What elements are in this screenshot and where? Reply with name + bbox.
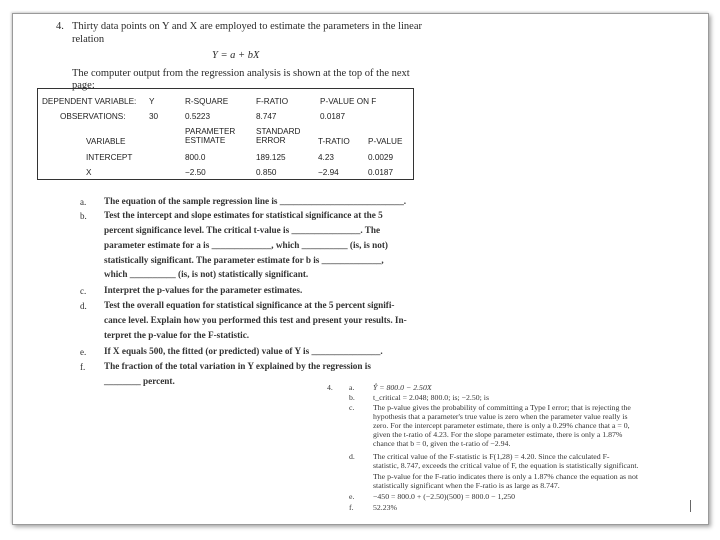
part-text: The equation of the sample regression line is ___________________________. <box>104 196 407 206</box>
answer-text: 52.23% <box>373 503 398 512</box>
answer-label: f. <box>349 503 354 512</box>
problem-intro-line1: Thirty data points on Y and X are employed to estimate the parameters in the linear <box>72 21 422 32</box>
answer-label: e. <box>349 492 355 501</box>
header-f-ratio: F-RATIO <box>256 97 289 106</box>
regression-output-table <box>37 88 414 180</box>
col-p-value: P-VALUE <box>368 137 403 146</box>
answer-label: a. <box>349 383 355 392</box>
row-standard-error: 0.850 <box>256 168 277 177</box>
answer-text: −450 = 800.0 + (−2.50)(500) = 800.0 − 1,250 <box>373 492 516 501</box>
answer-number: 4. <box>327 383 333 392</box>
part-text: The fraction of the total variation in Y explained by the regression is <box>104 361 371 371</box>
col-standard-line2: ERROR <box>256 136 286 145</box>
row-variable: X <box>86 168 92 177</box>
part-label: a. <box>80 197 87 207</box>
part-text: ________ percent. <box>104 376 175 386</box>
slide-edge-mark <box>690 500 691 512</box>
answer-text: hypothesis that a parameter's true value is zero when the parameter value really is <box>373 412 628 421</box>
part-text: parameter estimate for a is _____________, which __________ (is, is not) <box>104 240 388 250</box>
answer-text: The p-value for the F-ratio indicates there is only a 1.87% chance the equation as not <box>373 472 639 481</box>
answer-text: The critical value of the F-statistic is F(1,28) = 4.20. Since the calculated F- <box>373 452 610 461</box>
regression-equation: Y = a + bX <box>212 50 260 61</box>
part-text: Interpret the p-values for the parameter estimates. <box>104 285 303 295</box>
row-variable: INTERCEPT <box>86 153 133 162</box>
row-estimate: −2.50 <box>185 168 206 177</box>
part-label: b. <box>80 211 87 221</box>
part-label: c. <box>80 286 87 296</box>
problem-number: 4. <box>56 21 64 32</box>
part-text: If X equals 500, the fitted (or predicted) value of Y is _______________. <box>104 346 383 356</box>
row-p-value: 0.0029 <box>368 153 394 162</box>
part-text: Test the overall equation for statistical significance at the 5 percent signifi- <box>104 300 395 310</box>
part-text: statistically significant. The parameter estimate for b is _____________, <box>104 255 384 265</box>
part-text: cance level. Explain how you performed this test and present your results. In- <box>104 315 407 325</box>
header-p-value-on-f: P-VALUE ON F <box>320 97 377 106</box>
summary-f-ratio: 8.747 <box>256 112 277 121</box>
row-p-value: 0.0187 <box>368 168 394 177</box>
answer-text: t_critical = 2.048; 800.0; is; −2.50; is <box>373 393 489 402</box>
header-y: Y <box>149 97 155 106</box>
col-parameter-line1: PARAMETER <box>185 127 236 136</box>
answer-text: chance that b = 0, given the t-ratio of −2.94. <box>373 439 511 448</box>
answer-text: Ŷ = 800.0 − 2.50X <box>373 383 432 392</box>
answer-text: statistically significant when the F-ratio is as large as 8.747. <box>373 481 560 490</box>
part-label: e. <box>80 347 87 357</box>
row-estimate: 800.0 <box>185 153 206 162</box>
summary-r-square: 0.5223 <box>185 112 211 121</box>
header-r-square: R-SQUARE <box>185 97 229 106</box>
part-label: f. <box>80 362 86 372</box>
problem-intro-line2: relation <box>72 34 105 45</box>
row-t-ratio: 4.23 <box>318 153 334 162</box>
col-parameter-line2: ESTIMATE <box>185 136 226 145</box>
answer-label: d. <box>349 452 355 461</box>
row-standard-error: 189.125 <box>256 153 286 162</box>
answer-text: statistic, 8.747, exceeds the critical value of F, the equation is statistically significant. <box>373 461 639 470</box>
summary-observations: OBSERVATIONS: <box>60 112 126 121</box>
part-text: terpret the p-value for the F-statistic. <box>104 330 250 340</box>
summary-p-value-f: 0.0187 <box>320 112 346 121</box>
summary-n: 30 <box>149 112 159 121</box>
col-t-ratio: T-RATIO <box>318 137 350 146</box>
col-variable: VARIABLE <box>86 137 126 146</box>
answer-text: given the t-ratio of 4.23. For the slope parameter estimate, there is only a 1.87% <box>373 430 623 439</box>
row-t-ratio: −2.94 <box>318 168 339 177</box>
col-standard-line1: STANDARD <box>256 127 301 136</box>
answer-text: The p-value gives the probability of committing a Type I error; that is rejecting the <box>373 403 631 412</box>
part-text: Test the intercept and slope estimates for statistical significance at the 5 <box>104 210 383 220</box>
problem-output-line2: page: <box>72 80 95 91</box>
answer-label: b. <box>349 393 355 402</box>
part-text: percent significance level. The critical t-value is _______________. The <box>104 225 381 235</box>
header-dependent-variable: DEPENDENT VARIABLE: <box>42 97 137 106</box>
answer-text: zero. For the intercept parameter estimate, there is only a 0.29% chance that a = 0, <box>373 421 630 430</box>
part-text: which __________ (is, is not) statistically significant. <box>104 269 309 279</box>
problem-output-line1: The computer output from the regression analysis is shown at the top of the next <box>72 68 410 79</box>
answer-label: c. <box>349 403 355 412</box>
part-label: d. <box>80 301 87 311</box>
